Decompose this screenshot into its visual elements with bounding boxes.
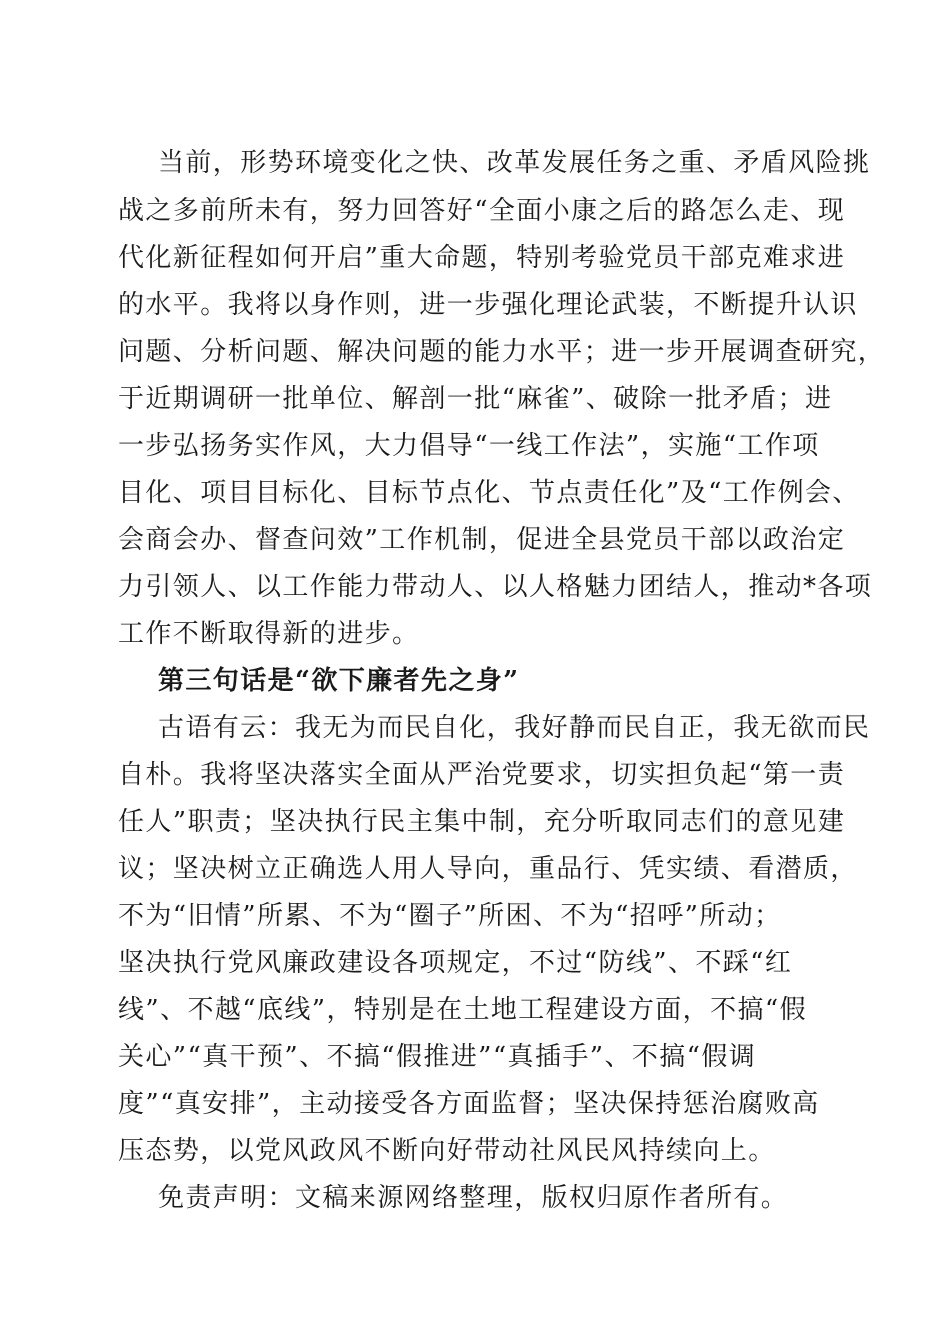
paragraph-2-line-7: 线”、不越“底线”，特别是在土地工程建设方面，不搞“假 [118,995,807,1025]
paragraph-2-line-2: 自朴。我将坚决落实全面从严治党要求，切实担负起“第一责 [118,760,846,790]
section-heading-3: 第三句话是“欲下廉者先之身” [158,666,520,696]
disclaimer: 免责声明：文稿来源网络整理，版权归原作者所有。 [158,1183,789,1213]
paragraph-2-line-8: 关心”“真干预”、不搞“假推进”“真插手”、不搞“假调 [118,1042,757,1072]
paragraph-2-line-6: 坚决执行党风廉政建设各项规定，不过“防线”、不踩“红 [118,948,793,978]
paragraph-2-line-4: 议；坚决树立正确选人用人导向，重品行、凭实绩、看潜质， [118,854,858,884]
paragraph-1-line-3: 代化新征程如何开启”重大命题，特别考验党员干部克难求进 [118,243,846,273]
paragraph-2-line-10: 压态势，以党风政风不断向好带动社风民风持续向上。 [118,1136,776,1166]
paragraph-2-line-3: 任人”职责；坚决执行民主集中制，充分听取同志们的意见建 [118,807,846,837]
paragraph-1-line-8: 目化、项目目标化、目标节点化、节点责任化”及“工作例会、 [118,478,860,508]
paragraph-2-line-5: 不为“旧情”所累、不为“圈子”所困、不为“招呼”所动； [118,901,782,931]
paragraph-1-line-11: 工作不断取得新的进步。 [118,619,420,649]
paragraph-1-line-1: 当前，形势环境变化之快、改革发展任务之重、矛盾风险挑 [158,148,871,178]
paragraph-1-line-4: 的水平。我将以身作则，进一步强化理论武装，不断提升认识 [118,290,858,320]
paragraph-1-line-6: 于近期调研一批单位、解剖一批“麻雀”、破除一批矛盾；进 [118,384,833,414]
paragraph-1-line-7: 一步弘扬务实作风，大力倡导“一线工作法”，实施“工作项 [118,431,820,461]
paragraph-1-line-9: 会商会办、督查问效”工作机制，促进全县党员干部以政治定 [118,525,846,555]
paragraph-2-line-1: 古语有云：我无为而民自化，我好静而民自正，我无欲而民 [158,713,871,743]
paragraph-1-line-2: 战之多前所未有，努力回答好“全面小康之后的路怎么走、现 [118,196,846,226]
paragraph-1-line-5: 问题、分析问题、解决问题的能力水平；进一步开展调查研究， [118,337,886,367]
paragraph-1-line-10: 力引领人、以工作能力带动人、以人格魅力团结人，推动*各项 [118,572,873,602]
paragraph-2-line-9: 度”“真安排”，主动接受各方面监督；坚决保持惩治腐败高 [118,1089,820,1119]
